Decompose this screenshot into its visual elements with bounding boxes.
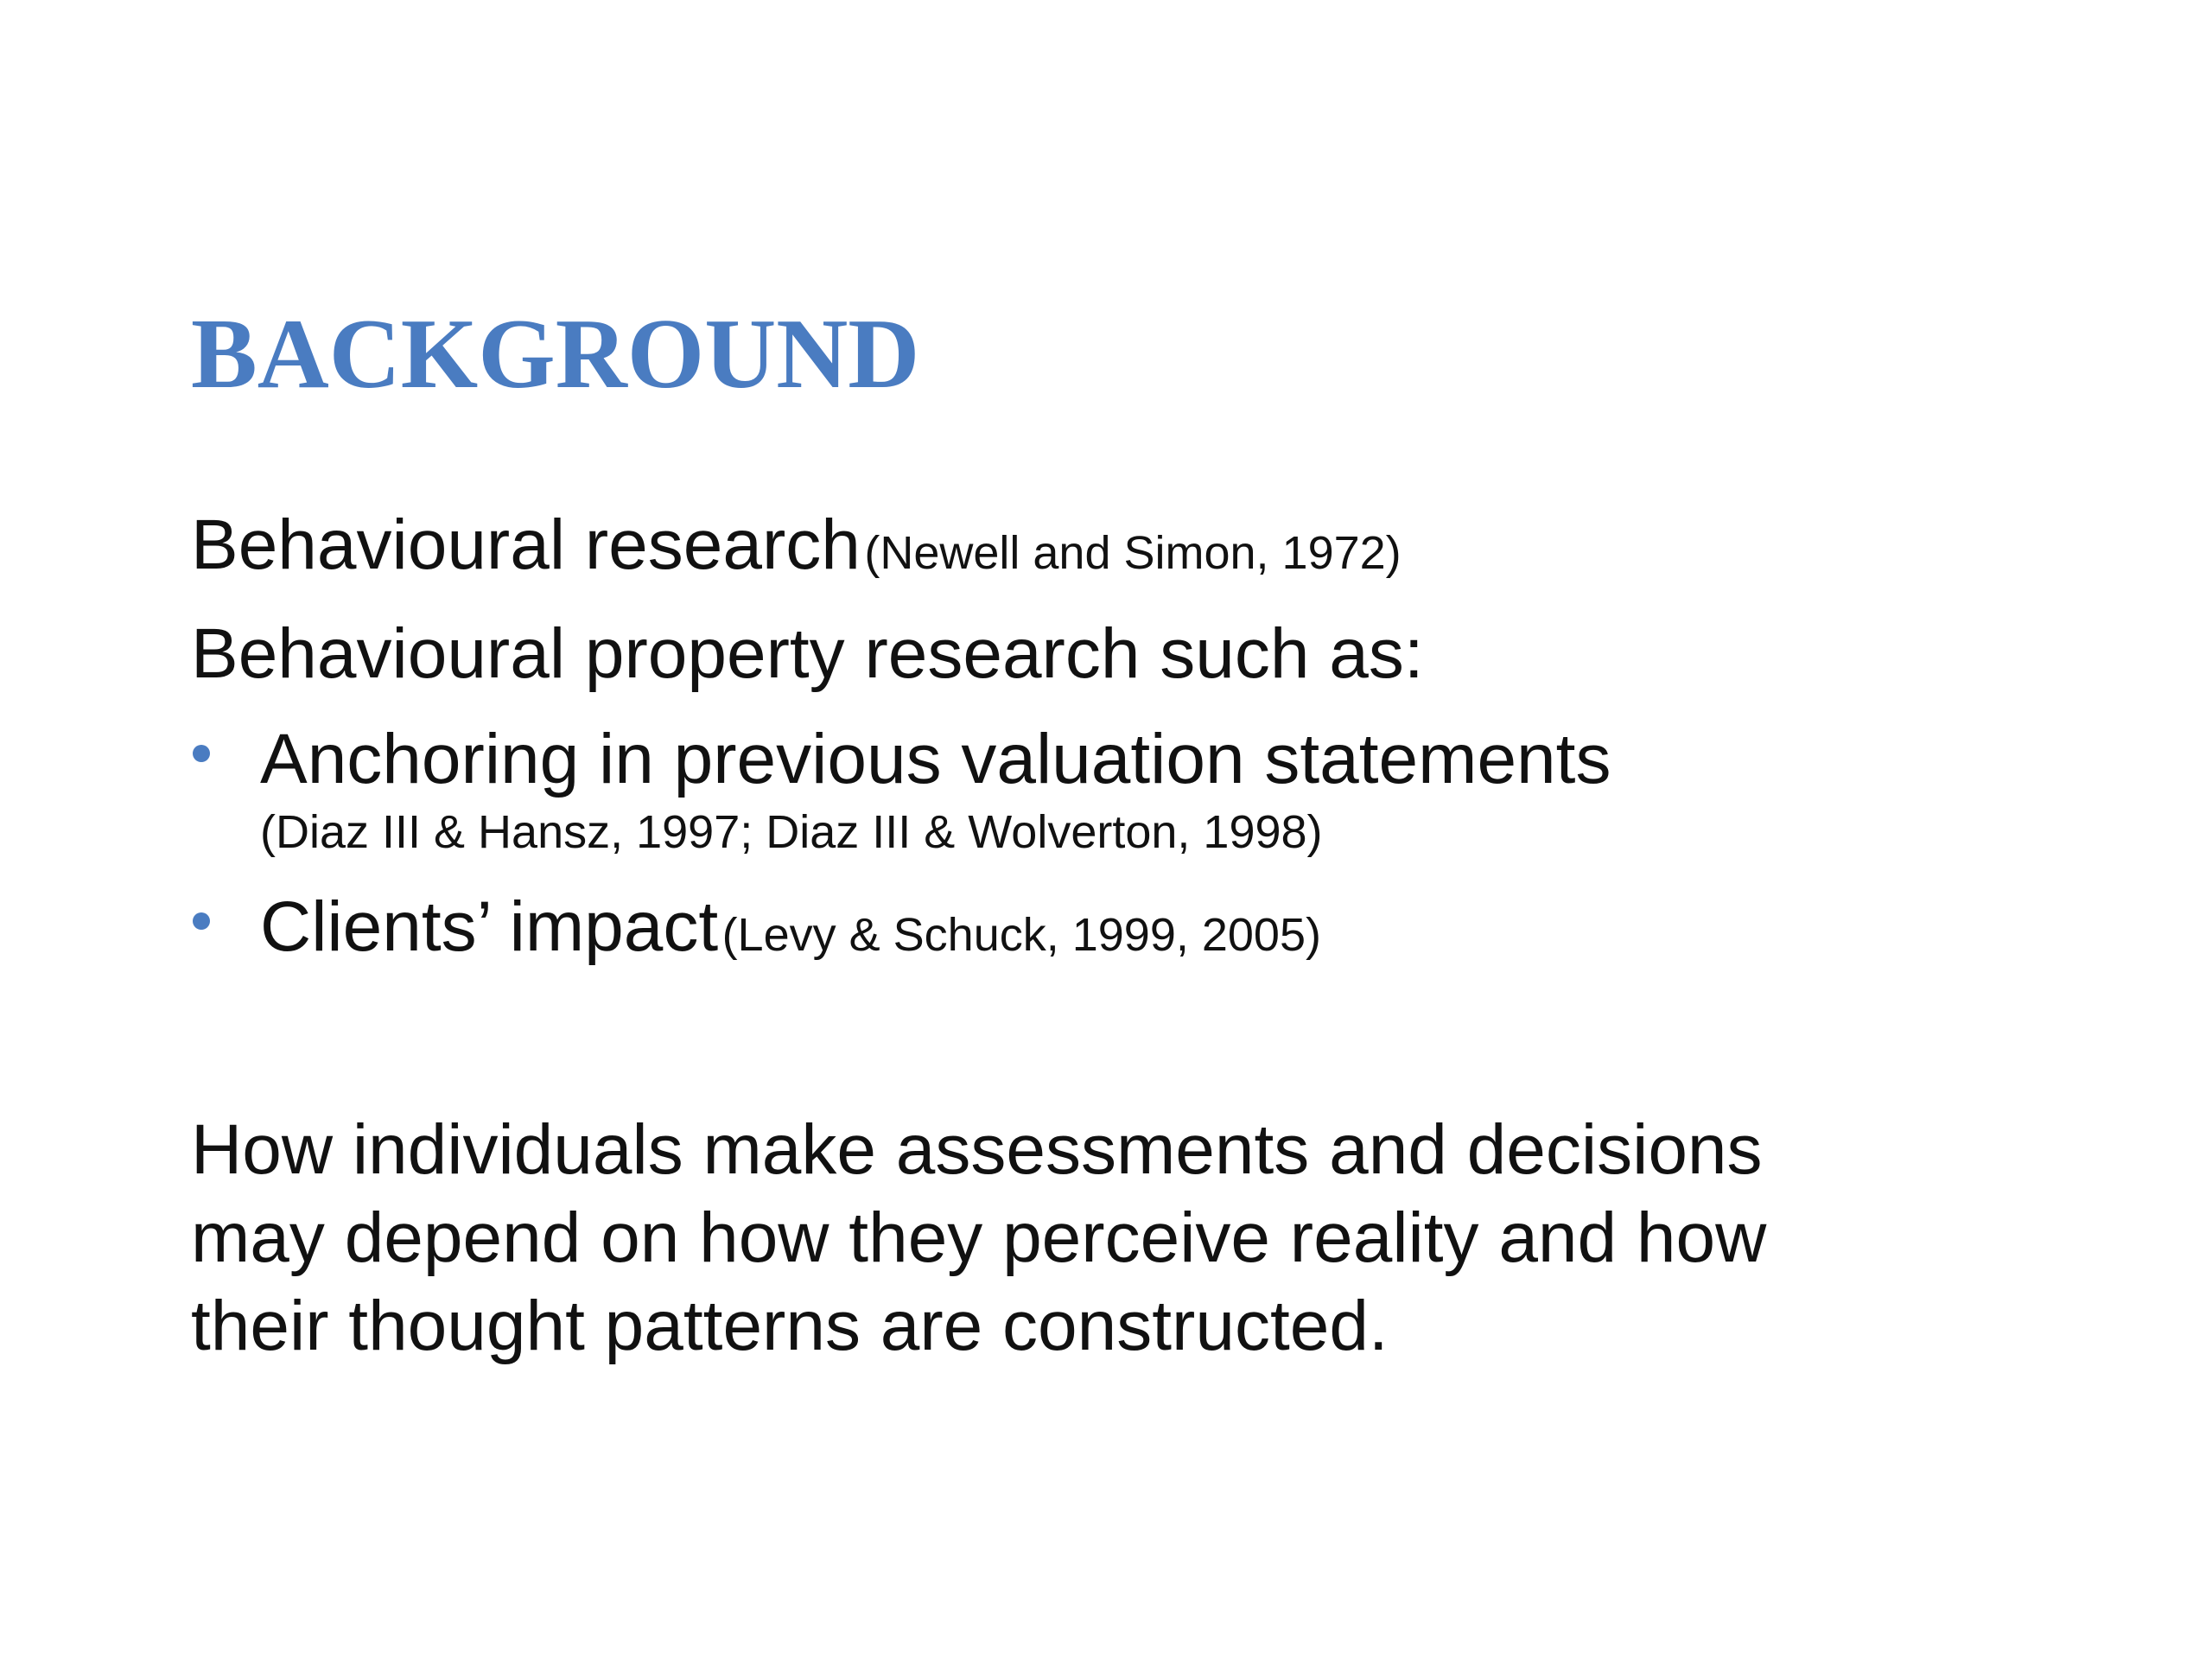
paragraph-line: may depend on how they perceive reality and how <box>191 1198 1767 1277</box>
slide-title: BACKGROUND <box>191 299 920 409</box>
bullet-2-content <box>260 887 1321 966</box>
line-1-text: Behavioural research <box>191 505 861 584</box>
line-behavioural-property-research: Behavioural property research such as: <box>191 614 1424 693</box>
paragraph-line: their thought patterns are constructed. <box>191 1287 1389 1365</box>
paragraph-line: How individuals make assessments and decisions <box>191 1110 1763 1189</box>
conclusion-paragraph <box>191 1106 1766 1370</box>
bullet-1-text: Anchoring in previous valuation statements <box>260 720 1611 798</box>
bullet-dot-icon <box>193 912 210 930</box>
bullet-2-text: Clients’ impact <box>260 887 719 966</box>
line-behavioural-research <box>191 505 1402 584</box>
bullet-1-citation: (Diaz III & Hansz, 1997; Diaz III & Wolverton, 1998) <box>260 806 1323 858</box>
bullet-dot-icon <box>193 745 210 762</box>
line-1-citation: (Newell and Simon, 1972) <box>864 527 1402 579</box>
bullet-2-citation: (Levy & Schuck, 1999, 2005) <box>721 909 1321 961</box>
